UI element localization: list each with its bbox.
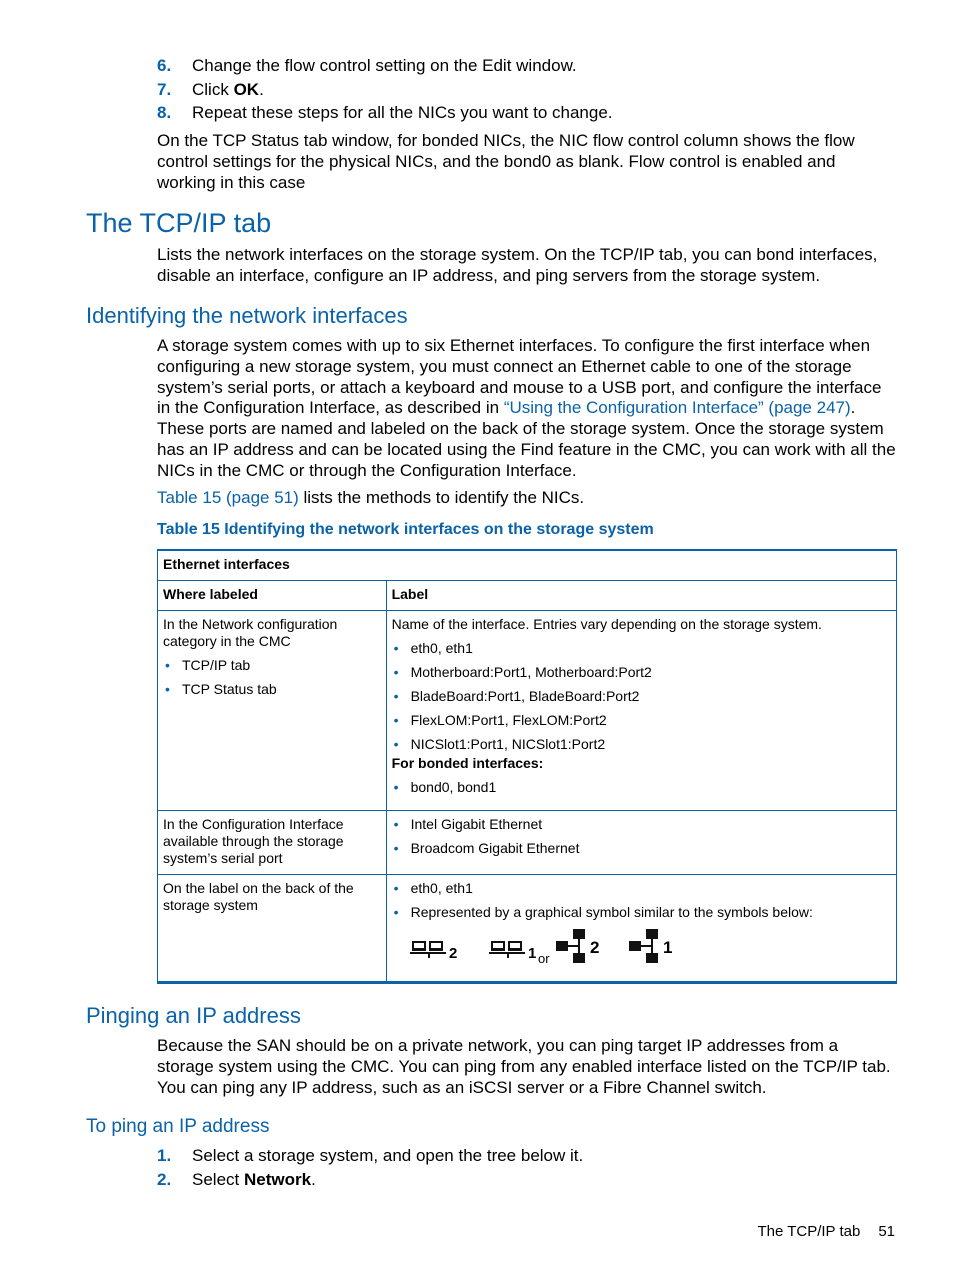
- table-reference: Table 15 (page 51) lists the methods to identify the NICs.: [157, 488, 585, 507]
- list-item: • Motherboard:Port1, Motherboard:Port2: [392, 664, 891, 681]
- table-header-row: [158, 581, 897, 611]
- header-label: Label: [386, 581, 896, 611]
- step-item: 8. Repeat these steps for all the NICs you want to change.: [157, 103, 613, 122]
- label-cell: [386, 811, 896, 875]
- where-cell: In the Configuration Interface available through the storage system’s serial port: [158, 811, 387, 875]
- pinging-paragraph: Because the SAN should be on a private network, you can ping target IP addresses from a storage system using the CMC. You can ping from any enabled interface listed on the TCP/IP tab. You can ping any IP address, such as an iSCSI server or a Fibre Channel switch.: [157, 1036, 891, 1097]
- footer-section-title: The TCP/IP tab: [757, 1223, 861, 1240]
- configuration-interface-link[interactable]: “Using the Configuration Interface” (page 247): [503, 398, 851, 418]
- network-interfaces-table: [157, 549, 897, 984]
- to-ping-heading: To ping an IP address: [86, 1116, 270, 1137]
- header-where-labeled: Where labeled: [158, 581, 387, 611]
- network-label: Network: [243, 1169, 312, 1189]
- bonded-list: [392, 779, 891, 796]
- intro-paragraph: On the TCP Status tab window, for bonded NICs, the NIC flow control column shows the flow control settings for the physical NICs, and the bond0 as blank. Flow control is enabled and working in this case: [157, 131, 855, 192]
- label-cell: Name of the interface. Entries vary depending on the storage system. • eth0, eth1 • Motherboard:Port1, Motherboard:Port2 • BladeBoard:Port1, BladeBoard:Port2 • FlexLOM:Port1, FlexLOM:Port2 • NICSlot1:Port1, NICSlot1:Port2 For bonded interfaces: • bond0, bond1: [386, 611, 896, 811]
- symbol-or: or: [537, 951, 550, 966]
- step-item: 7. Click OK.: [157, 79, 264, 99]
- symbol-number-2: 2: [448, 945, 457, 962]
- list-item: • TCP Status tab: [163, 681, 381, 698]
- list-item: • FlexLOM:Port1, FlexLOM:Port2: [392, 712, 891, 729]
- symbol-number-2b: 2: [589, 938, 600, 957]
- where-list: [163, 657, 381, 698]
- section-intro: Lists the network interfaces on the storage system. On the TCP/IP tab, you can bond interfaces, disable an interface, configure an IP address, and ping servers from the storage system.: [157, 245, 878, 285]
- list-item: • TCP/IP tab: [163, 657, 381, 674]
- page-number: 51: [878, 1223, 895, 1240]
- bonded-label: For bonded interfaces:: [391, 755, 544, 771]
- table-row: [158, 611, 897, 811]
- symbol-number-1b: 1: [662, 938, 673, 957]
- identifying-heading: Identifying the network interfaces: [86, 303, 408, 328]
- group-header-cell: Ethernet interfaces: [158, 550, 897, 581]
- where-cell: In the Network configuration category in the CMC • TCP/IP tab • TCP Status tab: [158, 611, 387, 811]
- pinging-heading: Pinging an IP address: [86, 1003, 301, 1028]
- list-item: • NICSlot1:Port1, NICSlot1:Port2: [392, 736, 891, 753]
- table-row: [158, 875, 897, 983]
- table-15-link[interactable]: Table 15 (page 51): [157, 488, 299, 507]
- list-item: • eth0, eth1: [392, 640, 891, 657]
- list-item: • eth0, eth1: [392, 880, 891, 897]
- ok-label: OK: [233, 79, 260, 99]
- page-footer: [739, 1222, 895, 1242]
- table-caption: Table 15 Identifying the network interfaces on the storage system: [157, 521, 654, 538]
- step-item: 2. Select Network.: [157, 1169, 316, 1189]
- table-row: [158, 811, 897, 875]
- section-title: The TCP/IP tab: [86, 208, 272, 238]
- step-item: 6. Change the flow control setting on the Edit window.: [157, 56, 577, 75]
- network-symbols: [392, 927, 891, 967]
- network-port-symbols-icon: [392, 927, 692, 967]
- label-list: [392, 816, 891, 857]
- list-item: • Broadcom Gigabit Ethernet: [392, 840, 891, 857]
- list-item: • BladeBoard:Port1, BladeBoard:Port2: [392, 688, 891, 705]
- label-cell: [386, 875, 896, 983]
- symbol-number-1: 1: [527, 945, 536, 962]
- identifying-paragraph: A storage system comes with up to six Ethernet interfaces. To configure the first interface when configuring a new storage system, you must connect an Ethernet cable to one of the storage system’s serial ports, or attach a keyboard and mouse to a USB port, and configure the interface in the Configuration Interface, as described in “Using the Configuration Interface” (page 247). These ports are named and labeled on the back of the storage system. Once the storage system has an IP address and can be located using the Find feature in the CMC, you can work with all the NICs in the CMC or through the Configuration Interface.: [157, 336, 896, 480]
- step-item: 1. Select a storage system, and open the tree below it.: [157, 1146, 584, 1165]
- where-cell: On the label on the back of the storage system: [158, 875, 387, 983]
- table-group-header-row: [158, 550, 897, 581]
- label-list: [392, 640, 891, 753]
- list-item: • Intel Gigabit Ethernet: [392, 816, 891, 833]
- list-item: • Represented by a graphical symbol similar to the symbols below:: [392, 904, 891, 921]
- steps-list-top: [157, 54, 897, 125]
- to-ping-steps: [157, 1144, 897, 1191]
- list-item: • bond0, bond1: [392, 779, 891, 796]
- label-list: [392, 880, 891, 921]
